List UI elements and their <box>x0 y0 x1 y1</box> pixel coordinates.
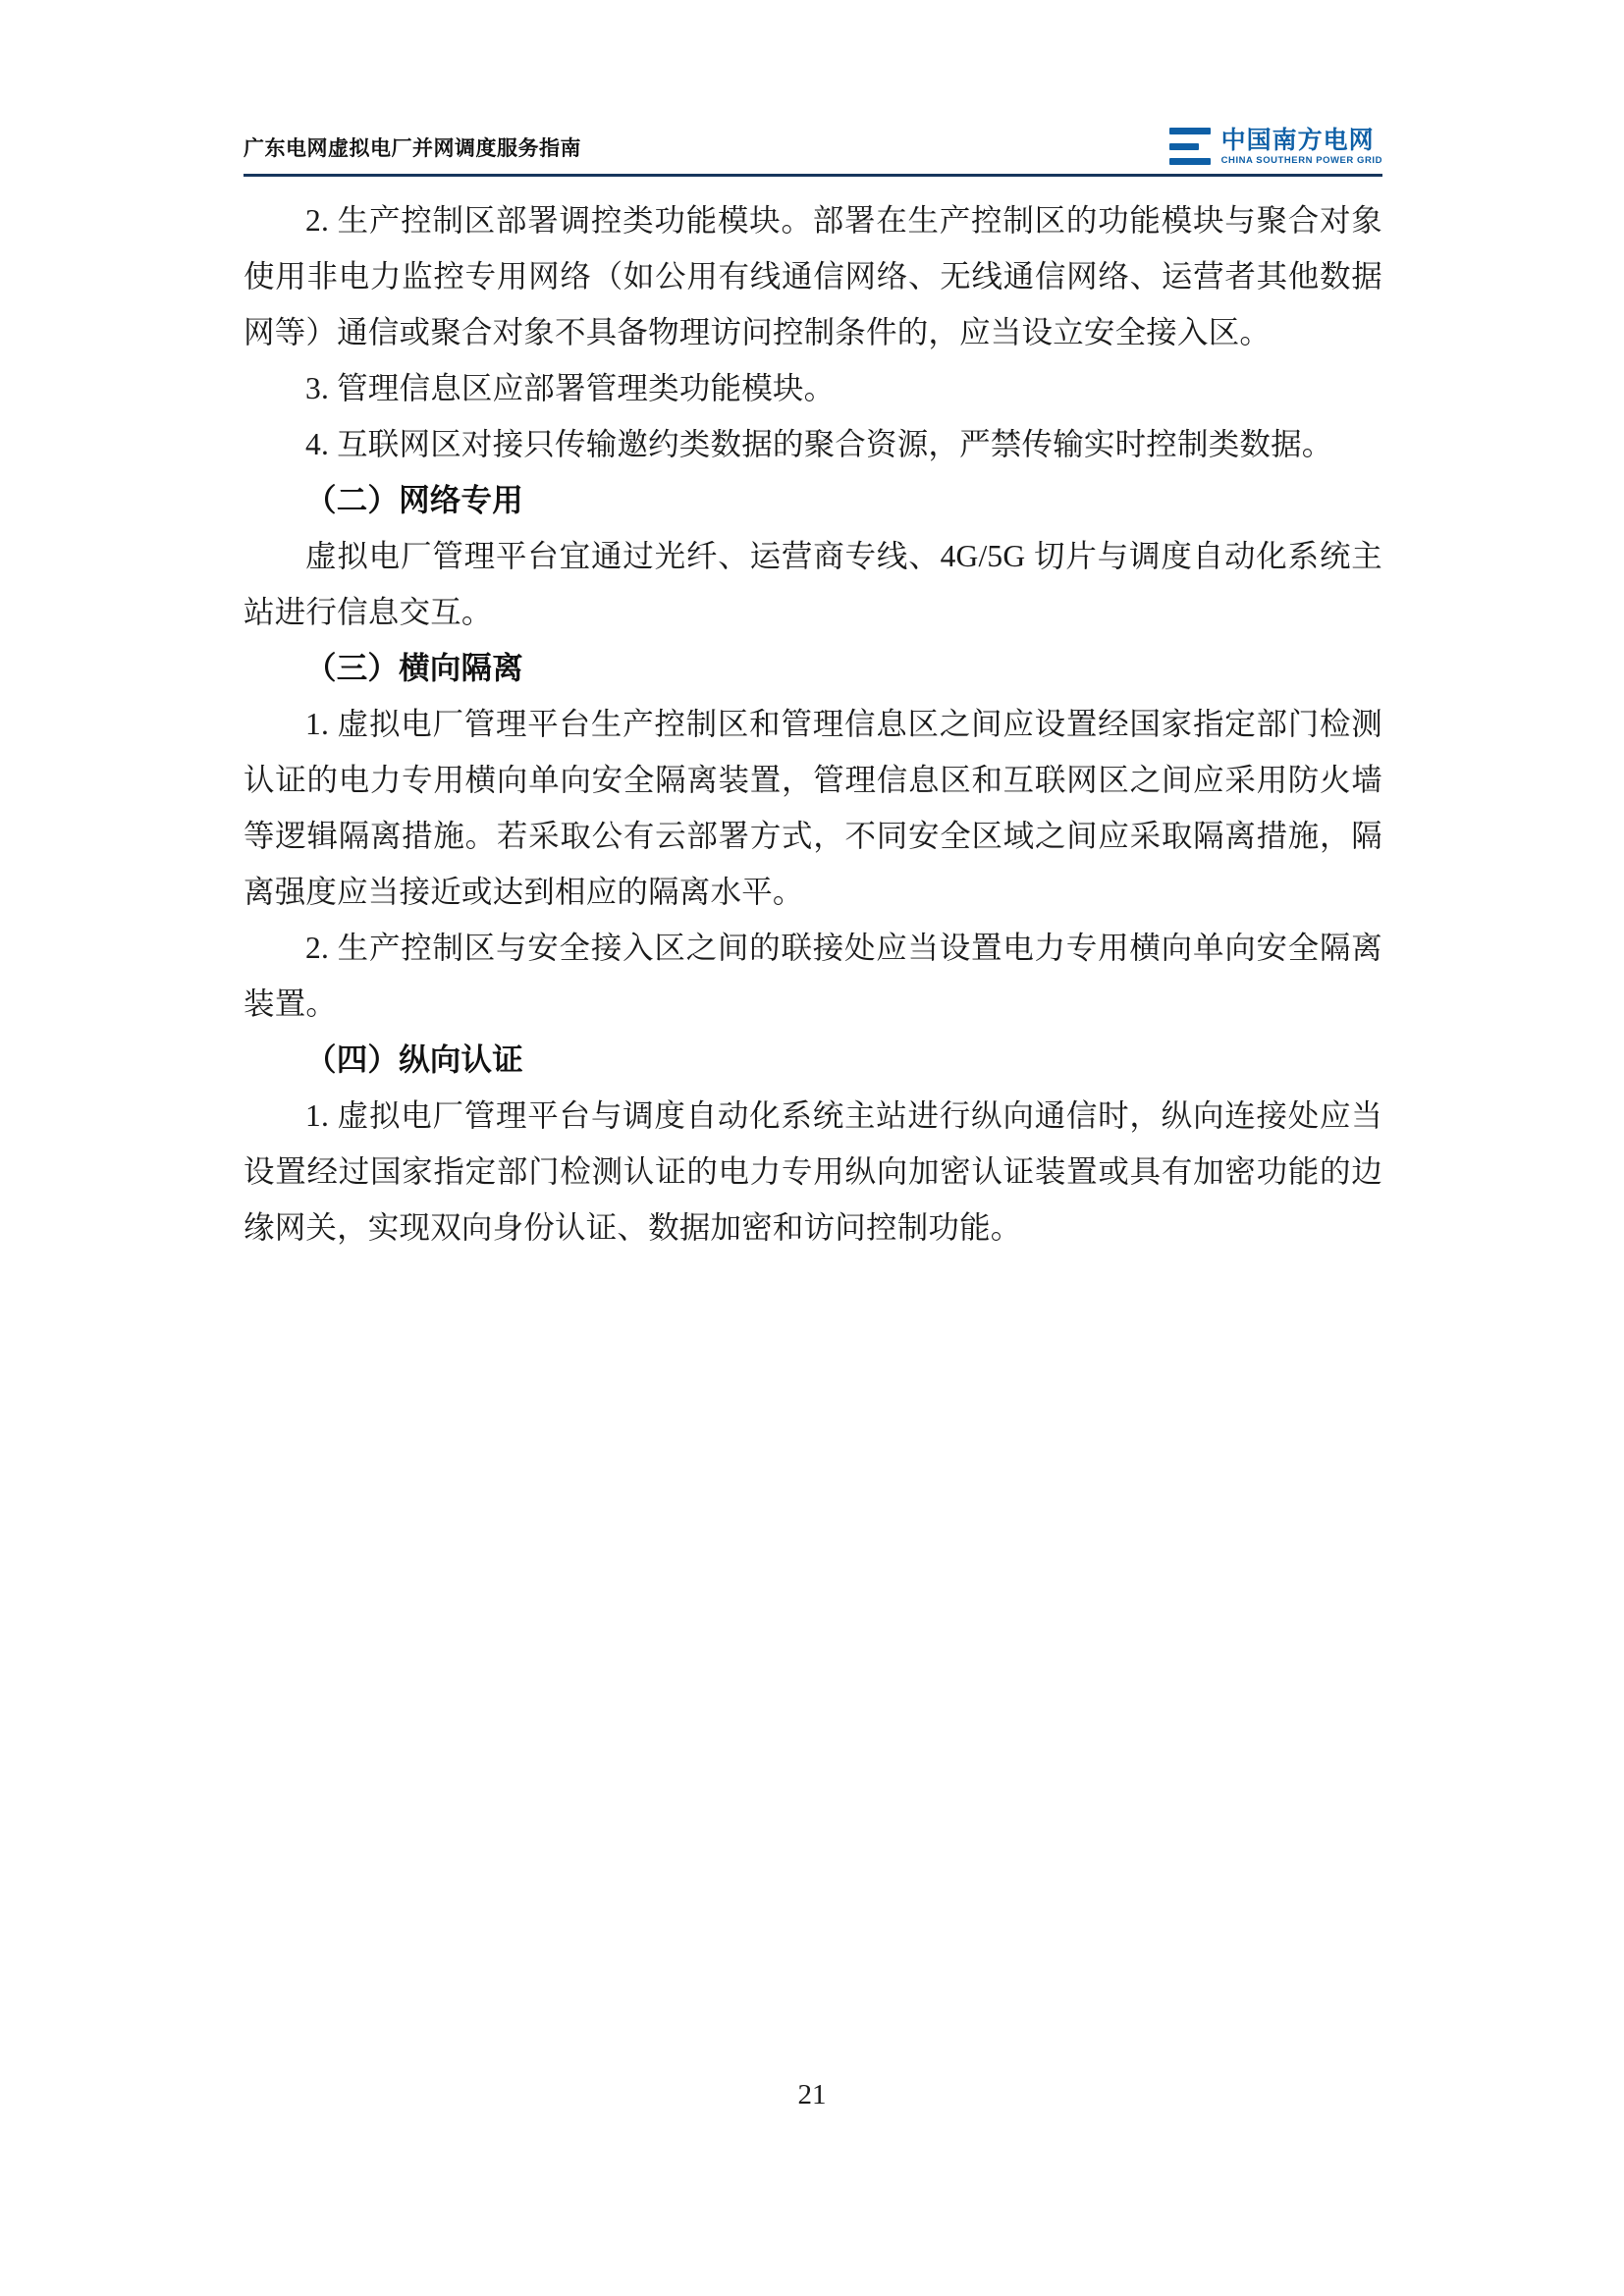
csg-logo <box>1169 128 1382 168</box>
paragraph-horizontal-isolation-1: 1. 虚拟电厂管理平台生产控制区和管理信息区之间应设置经国家指定部门检测认证的电力专用横向单向安全隔离装置，管理信息区和互联网区之间应采用防火墙等逻辑隔离措施。若采取公有云部署方式，不同安全区域之间应采取隔离措施，隔离强度应当接近或达到相应的隔离水平。 <box>244 707 1382 909</box>
page-number: 21 <box>797 2079 827 2110</box>
paragraph-network-dedicated: 虚拟电厂管理平台宜通过光纤、运营商专线、4G/5G 切片与调度自动化系统主站进行信息交互。 <box>244 539 1382 629</box>
paragraph-item-2: 2. 生产控制区部署调控类功能模块。部署在生产控制区的功能模块与聚合对象使用非电力监控专用网络（如公用有线通信网络、无线通信网络、运营者其他数据网等）通信或聚合对象不具备物理访问控制条件的，应当设立安全接入区。 <box>244 203 1382 349</box>
paragraph-item-3: 3. 管理信息区应部署管理类功能模块。 <box>305 371 836 405</box>
section-heading-vertical-authentication: （四）纵向认证 <box>305 1042 523 1077</box>
paragraph-vertical-authentication-1: 1. 虚拟电厂管理平台与调度自动化系统主站进行纵向通信时，纵向连接处应当设置经过国家指定部门检测认证的电力专用纵向加密认证装置或具有加密功能的边缘网关，实现双向身份认证、数据加密和访问控制功能。 <box>244 1098 1382 1245</box>
logo-en-name: CHINA SOUTHERN POWER GRID <box>1220 155 1382 167</box>
page-content <box>244 192 1382 1255</box>
paragraph-item-4: 4. 互联网区对接只传输邀约类数据的聚合资源，严禁传输实时控制类数据。 <box>305 427 1333 461</box>
logo-cn-name: 中国南方电网 <box>1220 126 1375 154</box>
running-title: 广东电网虚拟电厂并网调度服务指南 <box>244 137 581 160</box>
logo-wordmark <box>1221 128 1382 166</box>
page-header <box>244 108 1382 177</box>
section-heading-network-dedicated: （二）网络专用 <box>305 483 523 517</box>
section-heading-horizontal-isolation: （三）横向隔离 <box>305 651 523 685</box>
paragraph-horizontal-isolation-2: 2. 生产控制区与安全接入区之间的联接处应当设置电力专用横向单向安全隔离装置。 <box>244 931 1382 1021</box>
logo-bars-icon <box>1169 128 1211 165</box>
